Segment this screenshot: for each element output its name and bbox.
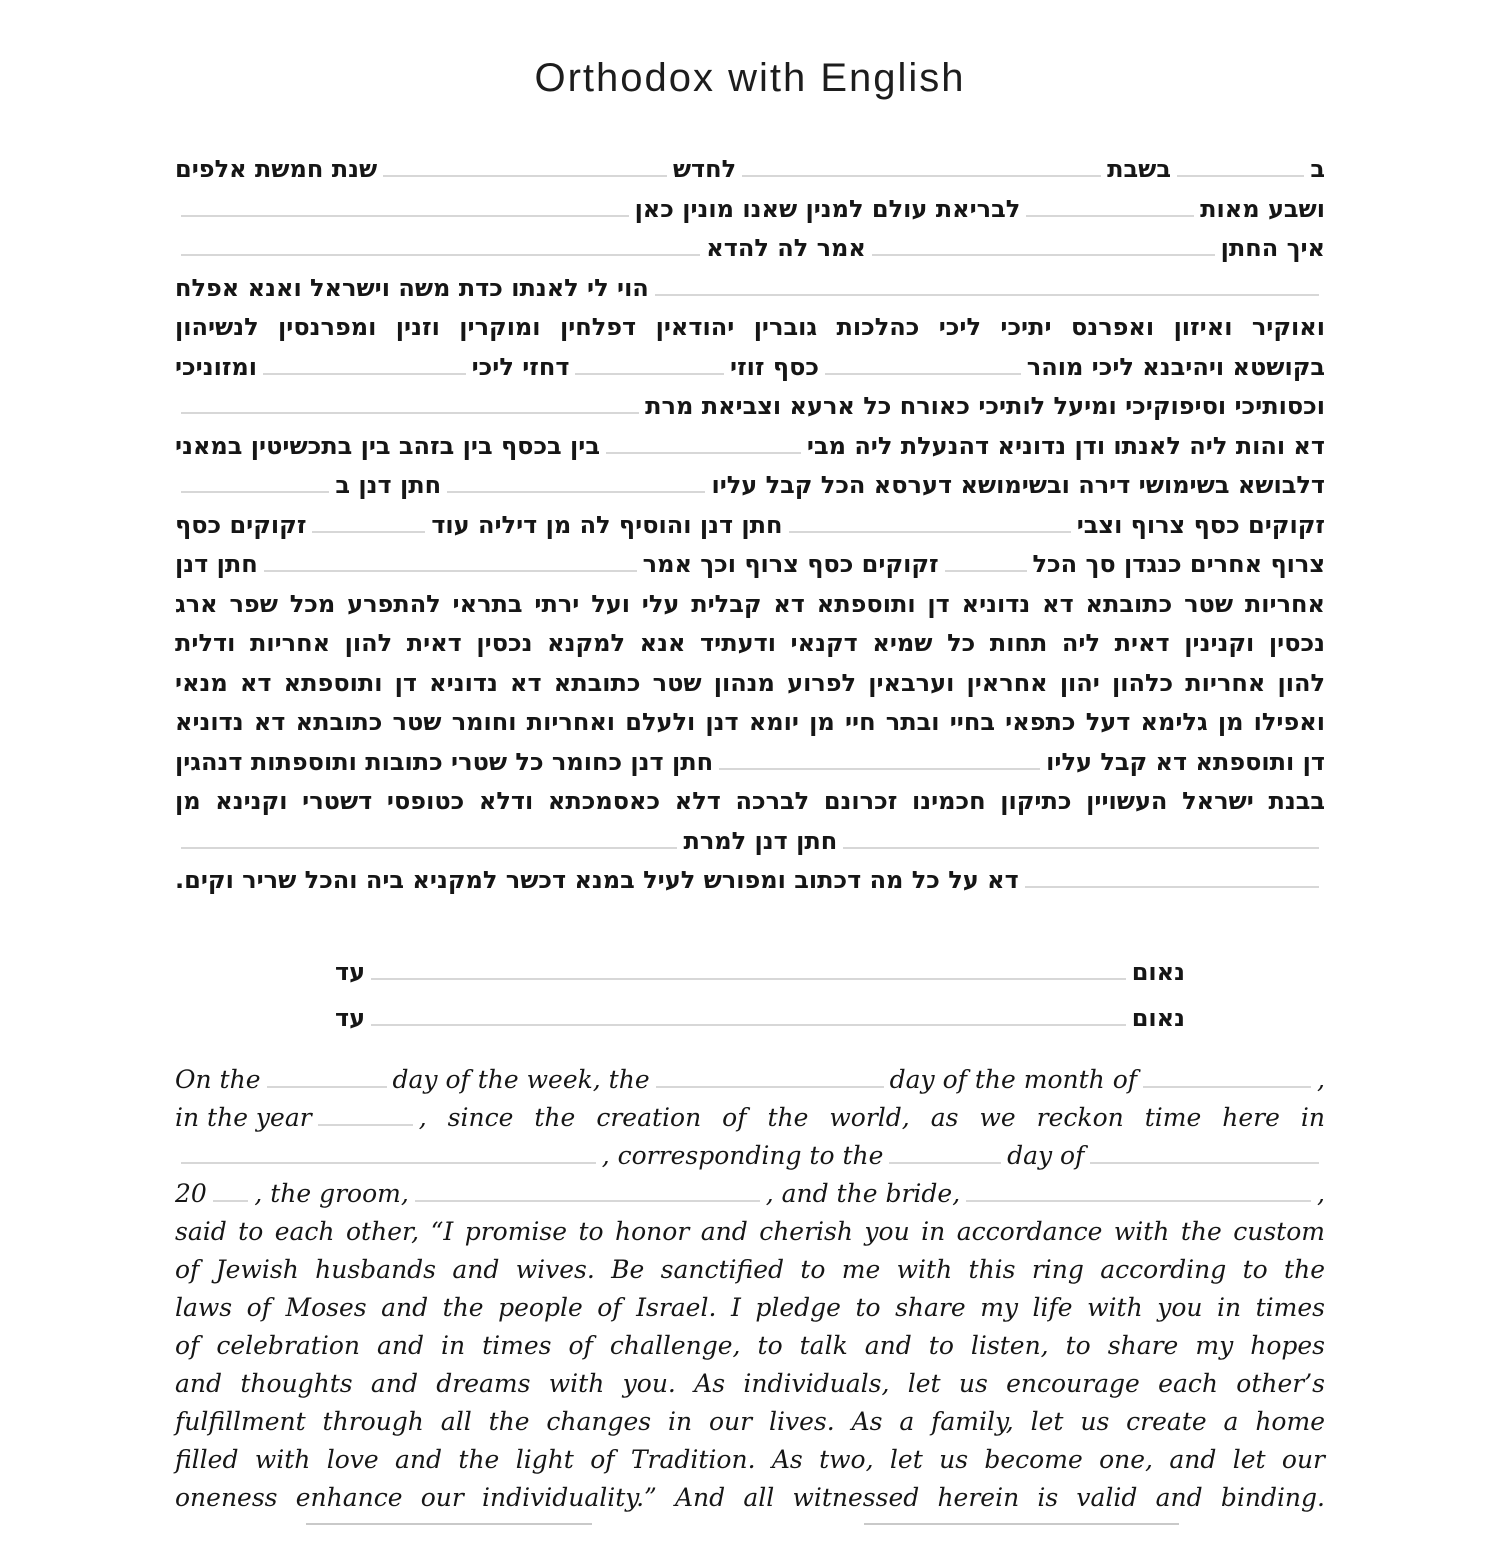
fill-in-blank xyxy=(371,1022,1126,1026)
hebrew-line xyxy=(175,150,1325,190)
fill-in-blank xyxy=(656,1084,884,1088)
fill-in-blank xyxy=(181,410,639,414)
fill-in-blank xyxy=(447,489,705,493)
text-run: חתן דנן xyxy=(175,550,258,578)
hebrew-line xyxy=(175,348,1325,388)
text-run: חתן דנן ב xyxy=(335,471,442,499)
english-line: laws of Moses and the people of Israel. I pledge to share my life with you in times xyxy=(175,1292,1325,1322)
text-run: שנת חמשת אלפים xyxy=(175,155,378,183)
text-run: , the groom, xyxy=(254,1178,409,1208)
spacer xyxy=(598,1524,858,1525)
text-run: ושבע מאות xyxy=(1200,194,1325,223)
witness-line xyxy=(175,995,1325,1041)
hebrew-line xyxy=(175,822,1325,862)
text-run: נאום xyxy=(1131,1003,1185,1032)
spacer xyxy=(175,979,335,980)
english-line: of Jewish husbands and wives. Be sanctified to me with this ring according to the xyxy=(175,1254,1325,1284)
spacer xyxy=(1185,979,1325,980)
hebrew-line: להון אחריות כלהון יהון אחראין וערבאין לפרוע מנהון שטר כתובתא דא נדוניא דן ותוספתא דא מנאי xyxy=(175,668,1325,697)
hebrew-line xyxy=(175,387,1325,427)
text-run: חתן דנן כחומר כל שטרי כתובות ותוספתות דנהגין xyxy=(175,747,714,776)
hebrew-line xyxy=(175,427,1325,467)
fill-in-blank xyxy=(719,766,1040,770)
hebrew-text-section xyxy=(175,150,1325,901)
hebrew-line xyxy=(175,743,1325,783)
english-line xyxy=(175,1137,1325,1175)
hebrew-line xyxy=(175,466,1325,506)
hebrew-line xyxy=(175,269,1325,309)
text-run: ב xyxy=(1310,155,1325,183)
text-run: בין בכסף בין בזהב בין בתכשיטין במאני xyxy=(175,431,600,460)
text-run: , corresponding to the xyxy=(601,1140,884,1170)
fill-in-blank xyxy=(263,371,466,375)
spacer xyxy=(175,1025,335,1026)
text-run: הוי לי לאנתו כדת משה וישראל ואנא אפלח xyxy=(175,273,649,302)
text-run: day of the month of xyxy=(889,1064,1138,1094)
english-line: and thoughts and dreams with you. As individuals, let us encourage each other’s xyxy=(175,1368,1325,1398)
english-line: oneness enhance our individuality.” And all witnessed herein is valid and binding. xyxy=(175,1482,1325,1512)
english-line xyxy=(175,1099,1325,1137)
fill-in-blank xyxy=(264,568,637,572)
hebrew-line: ואפילו מן גלימא דעל כתפאי בחיי ובתר חיי מן יומא דנן ולעלם ואחריות וחומר שטר כתובתא דא נדוניא xyxy=(175,708,1325,736)
text-run: וכסותיכי וסיפוקיכי ומיעל לותיכי כאורח כל ארעא וצביאת מרת xyxy=(645,392,1325,420)
text-run: , xyxy=(1317,1178,1325,1208)
signature-line-row xyxy=(175,1521,1325,1549)
fill-in-blank xyxy=(864,1521,1179,1525)
text-run: זקוקים כסף xyxy=(175,510,307,539)
fill-in-blank xyxy=(181,845,677,849)
fill-in-blank xyxy=(1143,1084,1311,1088)
text-run: כסף זוזי xyxy=(730,352,819,381)
text-run: זקוקים כסף צרוף וצבי xyxy=(1076,510,1325,539)
text-run: דא על כל מה דכתוב ומפורש לעיל במנא דכשר למקניא ביה והכל שריר וקים. xyxy=(175,866,1019,894)
text-run: דן ותוספתא דא קבל עליו xyxy=(1046,747,1325,776)
hebrew-line xyxy=(175,861,1325,901)
hebrew-line: ואוקיר ואיזון ואפרנס יתיכי ליכי כהלכות גוברין יהודאין דפלחין ומוקרין וזנין ומפרנסין לנשיהון xyxy=(175,313,1325,341)
text-run: בקושטא ויהיבנא ליכי מוהר xyxy=(1026,352,1325,381)
fill-in-blank xyxy=(966,1198,1311,1202)
fill-in-blank xyxy=(1090,1160,1319,1164)
fill-in-blank xyxy=(415,1198,760,1202)
witness-line xyxy=(175,949,1325,995)
spacer xyxy=(1185,1025,1325,1026)
english-line xyxy=(175,1061,1325,1099)
text-run: אמר לה להדא xyxy=(706,234,866,262)
text-run: לבריאת עולם למנין שאנו מונין כאן xyxy=(634,194,1021,223)
fill-in-blank xyxy=(181,489,329,493)
fill-in-blank xyxy=(1026,213,1194,217)
english-line: of celebration and in times of challenge, to talk and to listen, to share my hopes xyxy=(175,1330,1325,1360)
fill-in-blank xyxy=(1025,884,1319,888)
text-run: לחדש xyxy=(672,155,737,183)
text-run: 20 xyxy=(175,1178,207,1208)
text-run: day of the week, the xyxy=(392,1064,650,1094)
text-run: זקוקים כסף צרוף וכך אמר xyxy=(642,550,939,578)
document-title: Orthodox with English xyxy=(534,56,966,100)
hebrew-line: נכסין וקנינין דאית ליה תחות כל שמיא דקנאי ודעתיד אנא למקנא נכסין דאית להון אחריות ודלית xyxy=(175,629,1325,657)
fill-in-blank xyxy=(843,845,1319,849)
text-run: day of xyxy=(1007,1140,1085,1170)
fill-in-blank xyxy=(1177,173,1304,177)
fill-in-blank xyxy=(318,1122,413,1126)
fill-in-blank xyxy=(606,450,801,454)
text-run: עד xyxy=(335,957,366,986)
fill-in-blank xyxy=(789,529,1071,533)
text-run: עד xyxy=(335,1003,366,1032)
english-line: fulfillment through all the changes in our lives. As a family, let us create a home xyxy=(175,1406,1325,1436)
text-run: ומזוניכי xyxy=(174,352,258,381)
fill-in-blank xyxy=(181,1160,596,1164)
text-run: צרוף אחרים כנגדן סך הכל xyxy=(1032,550,1325,578)
fill-in-blank xyxy=(213,1198,249,1202)
fill-in-blank xyxy=(371,976,1126,980)
fill-in-blank xyxy=(383,173,667,177)
english-line: filled with love and the light of Tradition. As two, let us become one, and let our xyxy=(175,1444,1325,1474)
text-run: דחזי ליכי xyxy=(471,352,570,381)
fill-in-blank xyxy=(575,371,724,375)
spacer xyxy=(175,1524,300,1525)
text-run: , xyxy=(1317,1064,1325,1094)
text-run: חתן דנן למרת xyxy=(683,826,838,855)
hebrew-line xyxy=(175,190,1325,230)
text-run: איך החתן xyxy=(1220,234,1325,262)
fill-in-blank xyxy=(872,252,1215,256)
english-text-section xyxy=(175,1061,1325,1517)
signature-lines-section xyxy=(175,1521,1325,1549)
fill-in-blank xyxy=(306,1521,592,1525)
text-run: in the year xyxy=(175,1102,312,1132)
hebrew-line: בבנת ישראל העשויין כתיקון חכמינו זכרונם לברכה דלא כאסמכתא ודלא כטופסי דשטרי וקנינא מן xyxy=(175,787,1325,815)
hebrew-line xyxy=(175,506,1325,546)
fill-in-blank xyxy=(655,292,1319,296)
hebrew-line xyxy=(175,545,1325,585)
hebrew-witness-section xyxy=(175,949,1325,1041)
fill-in-blank xyxy=(742,173,1101,177)
hebrew-line xyxy=(175,229,1325,269)
hebrew-line: אחריות שטר כתובתא דא נדוניא דן ותוספתא דא קבלית עלי ועל ירתי בתראי להתפרע מכל שפר ארג xyxy=(175,589,1325,618)
text-run: חתן דנן והוסיף לה מן דיליה עוד xyxy=(431,510,783,539)
text-run: בשבת xyxy=(1107,155,1171,183)
text-run: נאום xyxy=(1131,957,1185,986)
fill-in-blank xyxy=(312,529,425,533)
text-run: On the xyxy=(175,1064,261,1094)
text-run: , and the bride, xyxy=(765,1178,961,1208)
text-run: דא והות ליה לאנתו ודן נדוניא דהנעלת ליה מבי xyxy=(806,431,1325,460)
fill-in-blank xyxy=(267,1084,387,1088)
fill-in-blank xyxy=(181,252,700,256)
english-line xyxy=(175,1175,1325,1213)
english-line: said to each other, “I promise to honor and cherish you in accordance with the custom xyxy=(175,1216,1325,1246)
fill-in-blank xyxy=(825,371,1021,375)
spacer xyxy=(1185,1524,1325,1525)
text-run: דלבושא בשימושי דירה ובשימושא דערסא הכל קבל עליו xyxy=(711,471,1325,499)
fill-in-blank xyxy=(945,568,1027,572)
fill-in-blank xyxy=(181,213,629,217)
fill-in-blank xyxy=(889,1160,1001,1164)
text-run: , since the creation of the world, as we reckon time here in xyxy=(418,1102,1325,1132)
